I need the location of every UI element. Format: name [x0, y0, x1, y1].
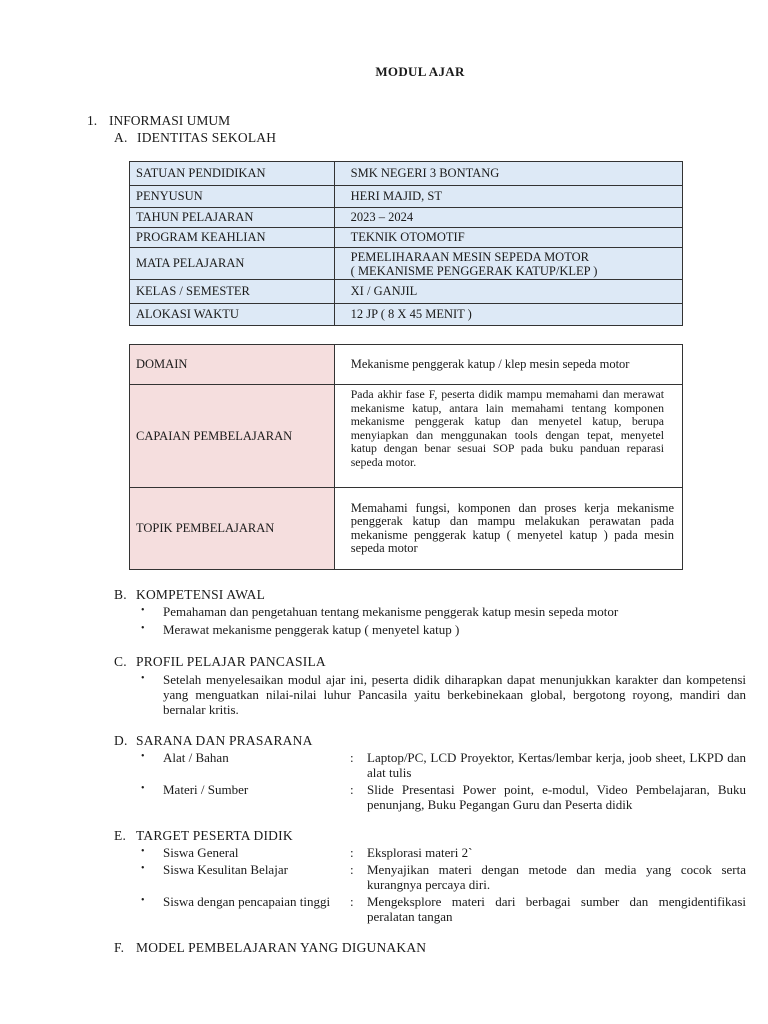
colon: :: [350, 750, 354, 765]
list-item: Pemahaman dan pengetahuan tentang mekanisme penggerak katup mesin sepeda motor: [163, 604, 619, 619]
table-row: [130, 228, 683, 248]
row-value-line-1: PEMELIHARAAN MESIN SEPEDA MOTOR: [350, 249, 589, 264]
domain-table: [129, 344, 683, 570]
list-item-label: Siswa Kesulitan Belajar: [163, 862, 288, 877]
row-label: MATA PELAJARAN: [130, 248, 335, 280]
row-label: SATUAN PENDIDIKAN: [130, 162, 335, 186]
section-a-heading: IDENTITAS SEKOLAH: [137, 130, 277, 145]
bullet-icon: •: [141, 623, 145, 634]
profil-text: Setelah menyelesaikan modul ajar ini, peserta didik diharapkan dapat menunjukkan karakter dan kompetensi yang menguatkan nilai-nilai luhur Pancasila yaitu berkebinekaan global, bergotong royong, mandiri dan bernalar kritis.: [163, 672, 746, 717]
row-label: TAHUN PELAJARAN: [130, 208, 335, 228]
colon: :: [350, 862, 354, 877]
row-value-line-2: ( MEKANISME PENGGERAK KATUP/KLEP ): [350, 263, 598, 278]
list-item-value: Menyajikan materi dengan metode dan media yang cocok serta kurangnya percaya diri.: [367, 862, 746, 892]
list-item-label: Siswa General: [163, 845, 239, 860]
row-label: ALOKASI WAKTU: [130, 304, 335, 326]
document-title: MODUL AJAR: [375, 64, 465, 79]
colon: :: [350, 782, 354, 797]
table-row: [130, 186, 683, 208]
bullet-icon: •: [141, 895, 145, 906]
section-d-heading: SARANA DAN PRASARANA: [136, 733, 313, 748]
topik-label: TOPIK PEMBELAJARAN: [130, 488, 335, 570]
table-row: [130, 385, 683, 488]
table-row: [130, 345, 683, 385]
bullet-icon: •: [141, 673, 145, 684]
list-item-value: Mengeksplore materi dari berbagai sumber dan mengidentifikasi peralatan tangan: [367, 894, 746, 924]
section-d-number: D.: [114, 733, 128, 748]
row-value: TEKNIK OTOMOTIF: [334, 228, 682, 248]
row-value: 12 JP ( 8 X 45 MENIT ): [334, 304, 682, 326]
table-row: [130, 304, 683, 326]
section-c-heading: PROFIL PELAJAR PANCASILA: [136, 654, 326, 669]
section-e-number: E.: [114, 828, 127, 843]
list-item-value: Eksplorasi materi 2`: [367, 845, 473, 860]
colon: :: [350, 894, 354, 909]
table-row: [130, 488, 683, 570]
domain-value: Mekanisme penggerak katup / klep mesin sepeda motor: [334, 345, 682, 385]
list-item-label: Siswa dengan pencapaian tinggi: [163, 894, 331, 909]
identitas-table: [129, 161, 683, 326]
bullet-icon: •: [141, 605, 145, 616]
list-item-value: Laptop/PC, LCD Proyektor, Kertas/lembar kerja, joob sheet, LKPD dan alat tulis: [367, 750, 746, 780]
bullet-icon: •: [141, 751, 145, 762]
bullet-icon: •: [141, 783, 145, 794]
section-e-heading: TARGET PESERTA DIDIK: [136, 828, 293, 843]
section-1-heading: INFORMASI UMUM: [109, 113, 231, 128]
section-b-heading: KOMPETENSI AWAL: [136, 587, 266, 602]
section-f-number: F.: [114, 940, 125, 955]
row-label: KELAS / SEMESTER: [130, 280, 335, 304]
list-item-label: Alat / Bahan: [163, 750, 229, 765]
topik-value: Memahami fungsi, komponen dan proses kerja mekanisme penggerak katup dan mampu melakukan perawatan pada mekanisme penggerak katup ( menyetel katup ) pada mesin sepeda motor: [334, 488, 682, 570]
list-item-label: Materi / Sumber: [163, 782, 249, 797]
bullet-icon: •: [141, 846, 145, 857]
list-item: Merawat mekanisme penggerak katup ( menyetel katup ): [163, 622, 460, 637]
table-row: [130, 208, 683, 228]
section-a-number: A.: [114, 130, 128, 145]
capaian-label: CAPAIAN PEMBELAJARAN: [130, 385, 335, 488]
table-row: [130, 248, 683, 280]
row-label: PROGRAM KEAHLIAN: [130, 228, 335, 248]
row-value: 2023 – 2024: [334, 208, 682, 228]
list-item-value: Slide Presentasi Power point, e-modul, Video Pembelajaran, Buku penunjang, Buku Pegangan Guru dan Peserta didik: [367, 782, 746, 812]
capaian-value: Pada akhir fase F, peserta didik mampu memahami dan merawat mekanisme katup, antara lain memahami tentang komponen mekanisme penggerak katup dan menyetel katup, berupa menyiapkan dan menggunakan tools dengan tepat, menyetel katup dengan benar sesuai SOP pada buku panduan reparasi sepeda motor.: [334, 385, 682, 488]
row-value: HERI MAJID, ST: [334, 186, 682, 208]
domain-label: DOMAIN: [130, 345, 335, 385]
row-label: PENYUSUN: [130, 186, 335, 208]
table-row: [130, 162, 683, 186]
row-value: XI / GANJIL: [334, 280, 682, 304]
colon: :: [350, 845, 354, 860]
table-row: [130, 280, 683, 304]
section-c-number: C.: [114, 654, 127, 669]
section-f-heading: MODEL PEMBELAJARAN YANG DIGUNAKAN: [136, 940, 427, 955]
bullet-icon: •: [141, 863, 145, 874]
row-value: SMK NEGERI 3 BONTANG: [334, 162, 682, 186]
row-value: [334, 248, 682, 280]
section-b-number: B.: [114, 587, 127, 602]
section-1-number: 1.: [87, 113, 98, 128]
